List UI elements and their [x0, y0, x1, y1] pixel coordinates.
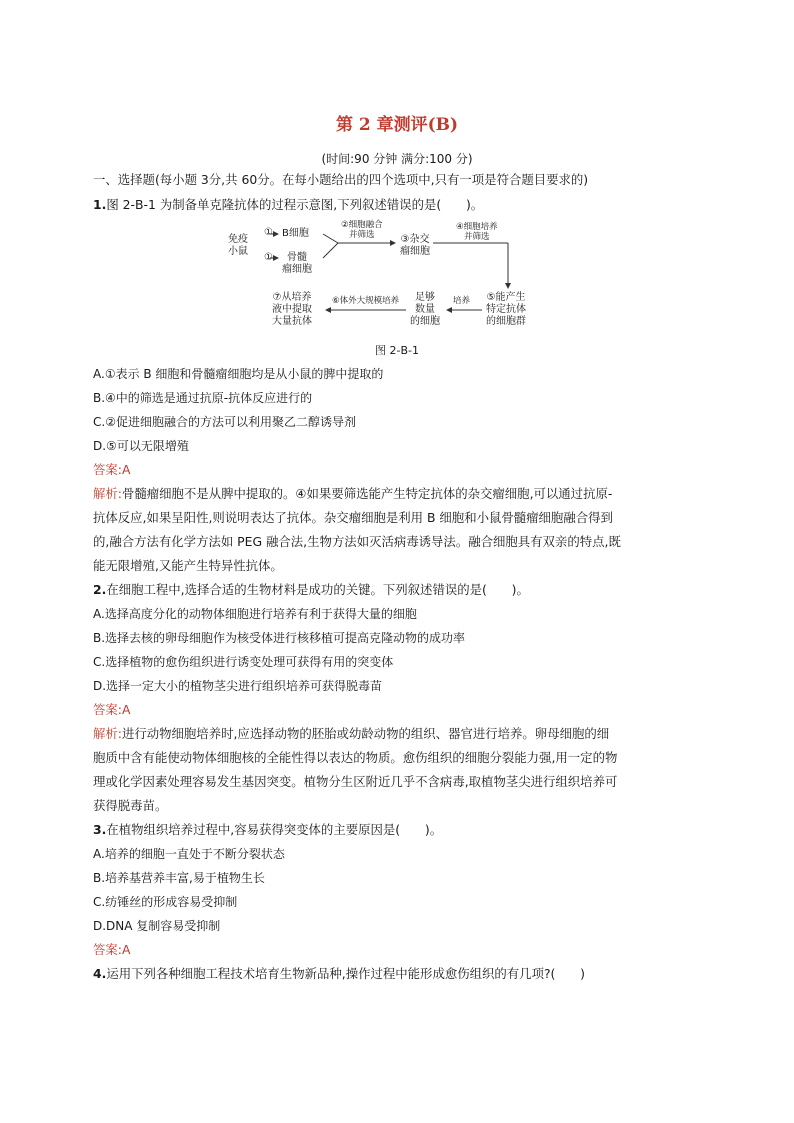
question-text: 在植物组织培养过程中,容易获得突变体的主要原因是( )。 [106, 822, 443, 837]
antibody-cell-group-label: ⑤能产生 特定抗体 的细胞群 [486, 292, 526, 327]
q1-explanation-line-4: 能无限增殖,又能产生特异性抗体。 [93, 558, 283, 573]
question-number: 3. [93, 822, 107, 837]
large-scale-culture-label: ⑥体外大规模培养 [332, 296, 400, 306]
enough-cells-label: 足够 数量 的细胞 [410, 292, 440, 327]
b-cell-label: B细胞 [282, 228, 309, 239]
q1-option-d: D.⑤可以无限增殖 [93, 439, 189, 453]
question-text: 在细胞工程中,选择合适的生物材料是成功的关键。下列叙述错误的是( )。 [106, 582, 529, 597]
immunized-mouse-label: 免疫 小鼠 [228, 234, 248, 257]
extract-antibody-label: ⑦从培养 液中提取 大量抗体 [272, 292, 312, 327]
question-3-stem [93, 822, 703, 838]
step1-marker-bottom: ① [264, 252, 273, 263]
q1-explanation-line-1: 解析:骨髓瘤细胞不是从脾中提取的。④如果要筛选能产生特定抗体的杂交瘤细胞,可以通过抗原- [93, 486, 613, 501]
monoclonal-antibody-diagram [220, 218, 550, 338]
q2-option-c: C.选择植物的愈伤组织进行诱变处理可获得有用的突变体 [93, 655, 394, 669]
q2-explanation-line-2: 胞质中含有能使动物体细胞核的全能性得以表达的物质。愈伤组织的细胞分裂能力强,用一定的物 [93, 750, 618, 765]
q1-explanation-line-2: 抗体反应,如果呈阳性,则说明表达了抗体。杂交瘤细胞是利用 B 细胞和小鼠骨髓瘤细胞融合得到 [93, 510, 613, 525]
figure-caption: 图 2-B-1 [375, 344, 419, 357]
q1-option-c: C.②促进细胞融合的方法可以利用聚乙二醇诱导剂 [93, 415, 356, 429]
q2-explanation-line-1: 解析:进行动物细胞培养时,应选择动物的胚胎或幼龄动物的组织、器官进行培养。卵母细胞的细 [93, 726, 610, 741]
q2-answer: 答案:A [93, 702, 131, 717]
explanation-label: 解析: [93, 726, 122, 741]
question-number: 4. [93, 966, 107, 981]
q1-option-b: B.④中的筛选是通过抗原-抗体反应进行的 [93, 391, 313, 405]
question-2-stem [93, 582, 703, 598]
fusion-step-label: ②细胞融合 并筛选 [341, 220, 383, 240]
q2-option-d: D.选择一定大小的植物茎尖进行组织培养可获得脱毒苗 [93, 679, 383, 693]
question-text: 运用下列各种细胞工程技术培育生物新品种,操作过程中能形成愈伤组织的有几项?( ) [106, 966, 585, 981]
question-number: 1. [93, 197, 107, 212]
page-title: 第 2 章测评(B) [335, 115, 459, 135]
q2-option-b: B.选择去核的卵母细胞作为核受体进行核移植可提高克隆动物的成功率 [93, 631, 466, 645]
explanation-label: 解析: [93, 486, 122, 501]
q3-option-d: D.DNA 复制容易受抑制 [93, 919, 221, 933]
q2-explanation-line-4: 获得脱毒苗。 [93, 798, 168, 813]
culture-screen-step-label: ④细胞培养 并筛选 [456, 222, 498, 242]
q1-option-a: A.①表示 B 细胞和骨髓瘤细胞均是从小鼠的脾中提取的 [93, 367, 384, 381]
question-number: 2. [93, 582, 107, 597]
step1-marker-top: ① [264, 227, 273, 238]
question-text: 图 2-B-1 为制备单克隆抗体的过程示意图,下列叙述错误的是( )。 [106, 197, 484, 212]
culture-step-label: 培养 [453, 296, 471, 306]
q2-option-a: A.选择高度分化的动物体细胞进行培养有利于获得大量的细胞 [93, 607, 417, 621]
q2-explanation-line-3: 理或化学因素处理容易发生基因突变。植物分生区附近几乎不含病毒,取植物茎尖进行组织培养可 [93, 774, 618, 789]
q3-option-a: A.培养的细胞一直处于不断分裂状态 [93, 847, 285, 861]
q3-option-b: B.培养基营养丰富,易于植物生长 [93, 871, 265, 885]
hybridoma-label: ③杂交 瘤细胞 [400, 234, 430, 257]
q1-explanation-line-3: 的,融合方法有化学方法如 PEG 融合法,生物方法如灭活病毒诱导法。融合细胞具有双亲的特点,既 [93, 534, 621, 549]
q3-option-c: C.纺锤丝的形成容易受抑制 [93, 895, 238, 909]
exam-info: (时间:90 分钟 满分:100 分) [321, 152, 473, 166]
question-1-stem [93, 197, 703, 213]
myeloma-cell-label: 骨髓 瘤细胞 [282, 252, 312, 275]
question-4-stem [93, 966, 703, 982]
q1-answer: 答案:A [93, 462, 131, 477]
q3-answer: 答案:A [93, 942, 131, 957]
section-heading: 一、选择题(每小题 3分,共 60分。在每小题给出的四个选项中,只有一项是符合题目要求的) [93, 172, 589, 187]
